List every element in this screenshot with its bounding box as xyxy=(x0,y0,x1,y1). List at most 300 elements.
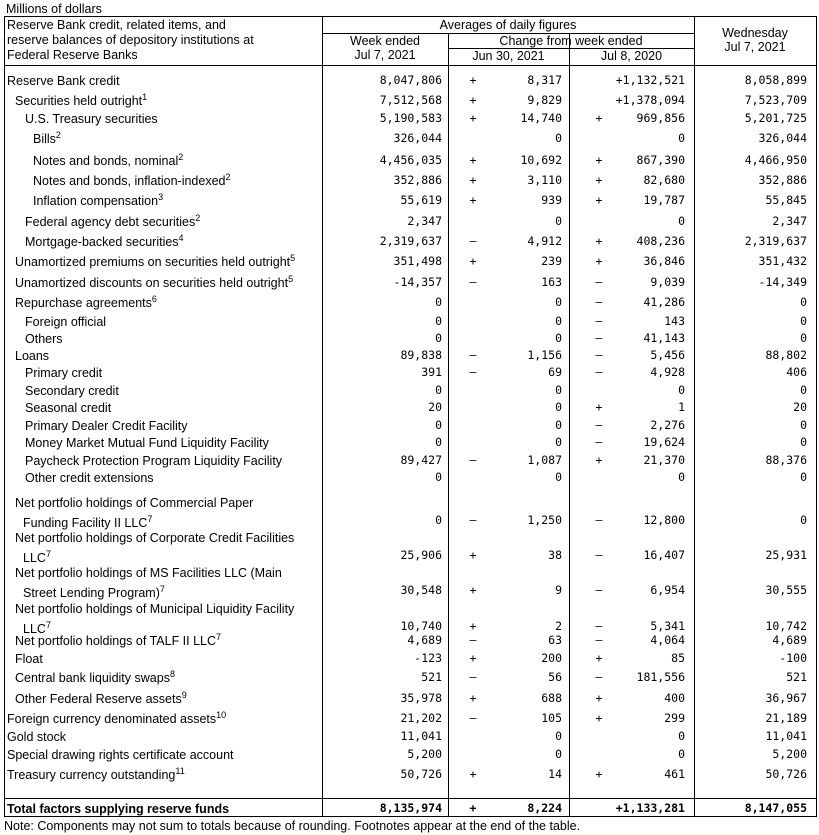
change-jul8-value: 969,856 xyxy=(636,111,685,125)
row-label xyxy=(25,314,106,330)
week-average-value: 55,619 xyxy=(400,193,442,207)
change-sign: + xyxy=(469,691,477,705)
row-label-text xyxy=(25,234,184,250)
change-jul8-value: 181,556 xyxy=(636,670,685,684)
row-label-text xyxy=(15,599,294,619)
week-average-value: 521 xyxy=(421,670,442,684)
change-jul8-value: 85 xyxy=(671,651,685,665)
week-average-value: 352,886 xyxy=(393,173,442,187)
footnote-marker: 6 xyxy=(151,294,157,304)
row-label-text xyxy=(7,729,66,745)
row-label-main: Securities held outright xyxy=(15,94,143,108)
row-label-main: Notes and bonds, nominal xyxy=(33,154,179,168)
row-label xyxy=(25,365,102,381)
row-label-main: Net portfolio holdings of TALF II LLC xyxy=(15,634,217,648)
change-jul8-value: 82,680 xyxy=(643,173,685,187)
change-sign: + xyxy=(469,548,477,562)
row-label-text xyxy=(15,493,253,513)
wednesday-value: 21,189 xyxy=(765,711,807,725)
wednesday-value: 11,041 xyxy=(765,729,807,743)
change-sign: – xyxy=(469,633,477,647)
change-jul8-value: 4,928 xyxy=(650,365,685,379)
change-jun30-value: 2 xyxy=(555,619,562,633)
wednesday-value: 4,466,950 xyxy=(744,153,807,167)
row-label-text xyxy=(25,331,63,347)
row-label xyxy=(25,453,282,469)
week-average-value: 7,512,568 xyxy=(379,93,442,107)
week-average-value: 326,044 xyxy=(393,131,442,145)
row-label-main: Foreign official xyxy=(25,315,107,329)
row-label xyxy=(15,670,175,686)
wednesday-value: 55,845 xyxy=(765,193,807,207)
wednesday-value: 351,432 xyxy=(758,254,807,268)
change-jun30-value: 1,156 xyxy=(527,348,562,362)
row-label-main: Treasury currency outstanding xyxy=(7,768,176,782)
row-label-text xyxy=(7,747,234,763)
change-jul8-value: 19,787 xyxy=(643,193,685,207)
wednesday-value: 5,200 xyxy=(772,747,807,761)
wednesday-value: 0 xyxy=(800,513,807,527)
row-label-text xyxy=(15,348,49,364)
row-label-main: Gold stock xyxy=(7,730,67,744)
averages-header: Averages of daily figures xyxy=(439,18,577,32)
change-sign: – xyxy=(595,619,603,633)
row-label-main: Net portfolio holdings of Corporate Credit Facilities xyxy=(15,531,295,545)
week-average-value: 21,202 xyxy=(400,711,442,725)
row-label-text xyxy=(15,563,282,583)
wednesday-value: 0 xyxy=(800,331,807,345)
change-sign: + xyxy=(595,400,603,414)
row-label xyxy=(25,470,154,486)
change-sign: – xyxy=(595,418,603,432)
row-label xyxy=(15,275,293,291)
change-jul8-value: 299 xyxy=(664,711,685,725)
jun30-header: Jun 30, 2021 xyxy=(472,49,545,63)
change-jun30-value: 8,317 xyxy=(527,73,562,87)
row-label-text xyxy=(25,453,282,469)
change-sign: – xyxy=(595,365,603,379)
jul8-header: Jul 8, 2020 xyxy=(600,49,663,63)
week-average-value: -14,357 xyxy=(393,275,442,289)
change-sign: + xyxy=(595,767,603,781)
week-average-value: 5,190,583 xyxy=(379,111,442,125)
wednesday-value: 521 xyxy=(786,670,807,684)
row-label-text xyxy=(33,153,183,169)
row-label xyxy=(33,153,183,169)
row-label-main: Notes and bonds, inflation-indexed xyxy=(33,174,226,188)
week-average-value: 8,135,974 xyxy=(379,801,442,815)
change-jul8-value: 0 xyxy=(678,214,685,228)
row-label-text xyxy=(33,173,231,189)
change-jun30-value: 63 xyxy=(548,633,562,647)
change-jun30-value: 10,692 xyxy=(520,153,562,167)
change-jun30-value: 688 xyxy=(541,691,562,705)
row-label-text xyxy=(7,711,226,727)
change-sign: – xyxy=(469,234,477,248)
change-jun30-value: 3,110 xyxy=(527,173,562,187)
wednesday-value: 2,319,637 xyxy=(744,234,807,248)
row-label-second-line: LLC xyxy=(23,622,46,636)
row-label xyxy=(15,633,221,649)
wednesday-value: 4,689 xyxy=(772,633,807,647)
change-jul8-value: 19,624 xyxy=(643,435,685,449)
change-jul8-value: 36,846 xyxy=(643,254,685,268)
row-label-main: Federal agency debt securities xyxy=(25,215,196,229)
row-label xyxy=(7,73,120,89)
change-sign: – xyxy=(595,348,603,362)
row-label-main: Special drawing rights certificate account xyxy=(7,748,234,762)
change-jun30-value: 0 xyxy=(555,400,562,414)
change-jun30-value: 69 xyxy=(548,365,562,379)
change-jul8-value: 867,390 xyxy=(636,153,685,167)
change-sign: + xyxy=(595,651,603,665)
change-jul8-value: 408,236 xyxy=(636,234,685,248)
row-label xyxy=(15,691,187,707)
change-jun30-value: 0 xyxy=(555,418,562,432)
change-sign: – xyxy=(595,331,603,345)
wednesday-value: 8,147,055 xyxy=(744,801,807,815)
change-header: Change from week ended xyxy=(499,34,643,48)
stub-header-line: reserve balances of depository institutions at xyxy=(7,33,254,47)
row-label-text xyxy=(25,418,188,434)
row-label-main: Money Market Mutual Fund Liquidity Facility xyxy=(25,436,269,450)
change-jun30-value: 4,912 xyxy=(527,234,562,248)
wednesday-value: -100 xyxy=(779,651,807,665)
footnote-marker: 7 xyxy=(147,514,153,524)
wednesday-value: 88,802 xyxy=(765,348,807,362)
week-ended-line: Week ended xyxy=(350,34,420,48)
row-label-text xyxy=(15,651,43,667)
change-jun30-value: 9,829 xyxy=(527,93,562,107)
row-label-text xyxy=(25,400,111,416)
change-jun30-value: 0 xyxy=(555,747,562,761)
change-sign: – xyxy=(595,670,603,684)
wednesday-value: 50,726 xyxy=(765,767,807,781)
wednesday-value: 7,523,709 xyxy=(744,93,807,107)
week-average-value: -123 xyxy=(414,651,442,665)
row-label xyxy=(25,331,63,347)
change-sign: – xyxy=(469,453,477,467)
row-label-text xyxy=(25,111,158,127)
row-label-text xyxy=(25,365,102,381)
week-ended-header xyxy=(322,34,448,62)
change-jul8-value: 41,286 xyxy=(643,295,685,309)
change-sign: – xyxy=(469,670,477,684)
change-jun30-value: 0 xyxy=(555,470,562,484)
row-label xyxy=(25,111,158,127)
change-sign: – xyxy=(595,295,603,309)
week-average-value: 4,689 xyxy=(407,633,442,647)
row-label-text xyxy=(33,131,61,147)
row-label-main: Secondary credit xyxy=(25,384,119,398)
footnote-marker: 7 xyxy=(45,549,51,559)
change-sign: – xyxy=(469,275,477,289)
row-label-text xyxy=(25,435,269,451)
row-label-main: Repurchase agreements xyxy=(15,296,152,310)
footnote-marker: 11 xyxy=(175,766,185,776)
week-average-value: 35,978 xyxy=(400,691,442,705)
row-label-text xyxy=(15,93,147,109)
row-label-main: Unamortized premiums on securities held outright xyxy=(15,255,291,269)
week-average-value: 30,548 xyxy=(400,583,442,597)
change-jun30-value: 0 xyxy=(555,435,562,449)
change-jun30-value: 200 xyxy=(541,651,562,665)
change-jun30-value: 14,740 xyxy=(520,111,562,125)
row-label-text xyxy=(15,275,293,291)
wednesday-value: 326,044 xyxy=(758,131,807,145)
change-jun30-value: 14 xyxy=(548,767,562,781)
wednesday-value: 0 xyxy=(800,295,807,309)
change-sign: + xyxy=(469,767,477,781)
row-label-text xyxy=(15,633,221,649)
change-sign: + xyxy=(595,711,603,725)
footnote-marker: 9 xyxy=(181,690,187,700)
row-label-text xyxy=(25,214,200,230)
change-jul8-value: 0 xyxy=(678,729,685,743)
wednesday-value: 25,931 xyxy=(765,548,807,562)
change-sign: – xyxy=(469,711,477,725)
change-jul8-value: 6,954 xyxy=(650,583,685,597)
row-label xyxy=(25,234,184,250)
week-average-value: 20 xyxy=(428,400,442,414)
change-sign: + xyxy=(595,453,603,467)
change-sign: + xyxy=(595,193,603,207)
row-label xyxy=(25,435,269,451)
row-label-text xyxy=(25,314,106,330)
row-label xyxy=(25,214,200,230)
week-average-value: 10,740 xyxy=(400,619,442,633)
row-label xyxy=(7,801,229,817)
wednesday-value: 406 xyxy=(786,365,807,379)
wednesday-value: 5,201,725 xyxy=(744,111,807,125)
row-label-main: U.S. Treasury securities xyxy=(25,112,158,126)
wednesday-line: Wednesday xyxy=(722,26,788,40)
change-sign: + xyxy=(469,583,477,597)
row-label-main: Primary credit xyxy=(25,366,103,380)
row-label xyxy=(15,93,147,109)
change-jun30-value: 1,087 xyxy=(527,453,562,467)
change-jul8-value: 1 xyxy=(678,400,685,414)
header-rule xyxy=(5,65,816,66)
row-label xyxy=(25,400,111,416)
change-jun30-value: 0 xyxy=(555,331,562,345)
change-sign: – xyxy=(595,583,603,597)
change-sign: + xyxy=(595,234,603,248)
row-label-text xyxy=(15,254,295,270)
week-average-value: 0 xyxy=(435,470,442,484)
change-jul8-value: 5,341 xyxy=(650,619,685,633)
change-sign: – xyxy=(595,314,603,328)
footnote-marker: 1 xyxy=(142,92,148,102)
week-average-value: 89,838 xyxy=(400,348,442,362)
change-jun30-value: 8,224 xyxy=(527,801,562,815)
row-label-text xyxy=(7,73,120,89)
total-rule xyxy=(5,798,816,799)
wednesday-value: 20 xyxy=(793,400,807,414)
change-jul8-value: 0 xyxy=(678,131,685,145)
row-label-main: Other Federal Reserve assets xyxy=(15,692,182,706)
row-label xyxy=(25,383,119,399)
row-label-text xyxy=(25,470,154,486)
footnote-marker: 4 xyxy=(178,233,184,243)
change-sign: + xyxy=(469,73,477,87)
week-average-value: 0 xyxy=(435,513,442,527)
week-average-value: 2,319,637 xyxy=(379,234,442,248)
footnote-marker: 7 xyxy=(216,632,222,642)
change-jun30-value: 0 xyxy=(555,729,562,743)
row-label xyxy=(15,528,294,568)
week-average-value: 50,726 xyxy=(400,767,442,781)
row-label-main: Unamortized discounts on securities held outright xyxy=(15,276,289,290)
wednesday-value: 36,967 xyxy=(765,691,807,705)
change-sign: – xyxy=(595,435,603,449)
change-jul8-value: 16,407 xyxy=(643,548,685,562)
row-label-second-line: Street Lending Program) xyxy=(23,586,160,600)
change-jul8-value: 0 xyxy=(678,383,685,397)
week-average-value: 8,047,806 xyxy=(379,73,442,87)
change-jul8-value: 2,276 xyxy=(650,418,685,432)
row-label xyxy=(15,295,157,311)
wednesday-value: 88,376 xyxy=(765,453,807,467)
change-jul8-value: 0 xyxy=(678,747,685,761)
row-label-main: Other credit extensions xyxy=(25,471,154,485)
row-label-main: Net portfolio holdings of MS Facilities LLC (Main xyxy=(15,566,282,580)
change-sign: + xyxy=(469,193,477,207)
wednesday-value: 352,886 xyxy=(758,173,807,187)
units-caption: Millions of dollars xyxy=(6,2,102,16)
stub-header xyxy=(7,18,254,63)
row-label-second-line: LLC xyxy=(23,551,46,565)
row-label xyxy=(33,173,231,189)
table-note: Note: Components may not sum to totals because of rounding. Footnotes appear at the end of the table. xyxy=(4,819,581,833)
stub-header-line: Reserve Bank credit, related items, and xyxy=(7,18,226,32)
wednesday-value: 0 xyxy=(800,314,807,328)
row-label xyxy=(7,729,66,745)
row-label-text xyxy=(7,801,229,817)
week-average-value: 0 xyxy=(435,418,442,432)
row-label-main: Mortgage-backed securities xyxy=(25,235,179,249)
change-sign: + xyxy=(469,93,477,107)
row-label-main: Seasonal credit xyxy=(25,401,112,415)
footnote-marker: 2 xyxy=(225,172,231,182)
change-jul8-value: 4,064 xyxy=(650,633,685,647)
change-jun30-value: 0 xyxy=(555,383,562,397)
change-sign: + xyxy=(595,153,603,167)
footnote-marker: 5 xyxy=(288,274,294,284)
change-jun30-value: 0 xyxy=(555,214,562,228)
change-sign: + xyxy=(469,254,477,268)
wednesday-header xyxy=(694,26,816,54)
wednesday-value: 2,347 xyxy=(772,214,807,228)
row-label-main: Bills xyxy=(33,132,56,146)
week-average-value: 0 xyxy=(435,435,442,449)
change-jun30-value: 56 xyxy=(548,670,562,684)
change-sign: – xyxy=(469,348,477,362)
week-average-value: 5,200 xyxy=(407,747,442,761)
change-jun30-value: 0 xyxy=(555,314,562,328)
week-average-value: 391 xyxy=(421,365,442,379)
row-label xyxy=(33,193,163,209)
row-label xyxy=(33,131,61,147)
wednesday-value: 0 xyxy=(800,418,807,432)
row-label-text xyxy=(15,670,175,686)
change-jun30-value: 1,250 xyxy=(527,513,562,527)
week-average-value: 0 xyxy=(435,383,442,397)
footnote-marker: 8 xyxy=(169,669,175,679)
change-jul8-value: 400 xyxy=(664,691,685,705)
footnote-marker: 2 xyxy=(178,152,184,162)
wednesday-value: 8,058,899 xyxy=(744,73,807,87)
row-label-main: Central bank liquidity swaps xyxy=(15,671,170,685)
footnote-marker: 2 xyxy=(55,130,61,140)
footnote-marker: 2 xyxy=(195,213,201,223)
footnote-marker: 7 xyxy=(159,584,165,594)
row-label-text xyxy=(33,193,163,209)
change-jul8-value: 21,370 xyxy=(643,453,685,467)
change-sign: – xyxy=(469,513,477,527)
change-sign: + xyxy=(595,111,603,125)
change-sign: – xyxy=(469,365,477,379)
change-sign: + xyxy=(469,801,477,815)
row-label-main: Reserve Bank credit xyxy=(7,74,120,88)
row-label-main: Primary Dealer Credit Facility xyxy=(25,419,188,433)
row-label-text xyxy=(25,383,119,399)
change-sign: + xyxy=(469,619,477,633)
row-label-text xyxy=(15,528,294,548)
week-average-value: 2,347 xyxy=(407,214,442,228)
row-label-main: Others xyxy=(25,332,63,346)
week-ended-line: Jul 7, 2021 xyxy=(354,48,416,62)
row-label xyxy=(15,254,295,270)
footnote-marker: 3 xyxy=(158,192,164,202)
week-average-value: 0 xyxy=(435,295,442,309)
change-jul8-value: 5,456 xyxy=(650,348,685,362)
week-average-value: 11,041 xyxy=(400,729,442,743)
row-label xyxy=(15,563,282,603)
row-label-main: Net portfolio holdings of Municipal Liquidity Facility xyxy=(15,602,295,616)
week-average-value: 89,427 xyxy=(400,453,442,467)
change-sign: + xyxy=(469,153,477,167)
change-jul8-value: 12,800 xyxy=(643,513,685,527)
wednesday-value: 0 xyxy=(800,435,807,449)
row-label-second-line: Funding Facility II LLC xyxy=(23,516,148,530)
reserve-factors-table xyxy=(4,16,817,817)
row-label xyxy=(25,418,188,434)
change-sign: + xyxy=(469,651,477,665)
change-sign: – xyxy=(595,633,603,647)
change-jul8-value: +1,132,521 xyxy=(615,73,685,87)
row-label-main: Loans xyxy=(15,349,50,363)
row-label-main: Inflation compensation xyxy=(33,194,159,208)
row-label xyxy=(15,493,253,533)
change-sign: – xyxy=(595,275,603,289)
change-jun30-value: 38 xyxy=(548,548,562,562)
week-average-value: 25,906 xyxy=(400,548,442,562)
row-label-main: Float xyxy=(15,652,43,666)
row-label-main: Total factors supplying reserve funds xyxy=(7,802,230,816)
row-label xyxy=(7,711,226,727)
row-label-main: Paycheck Protection Program Liquidity Facility xyxy=(25,454,283,468)
change-jun30-value: 105 xyxy=(541,711,562,725)
change-sign: + xyxy=(469,173,477,187)
week-average-value: 351,498 xyxy=(393,254,442,268)
footnote-marker: 10 xyxy=(216,710,227,720)
week-average-value: 4,456,035 xyxy=(379,153,442,167)
change-sign: + xyxy=(595,254,603,268)
change-jun30-value: 0 xyxy=(555,295,562,309)
stub-header-line: Federal Reserve Banks xyxy=(7,48,138,62)
change-sign: – xyxy=(595,513,603,527)
